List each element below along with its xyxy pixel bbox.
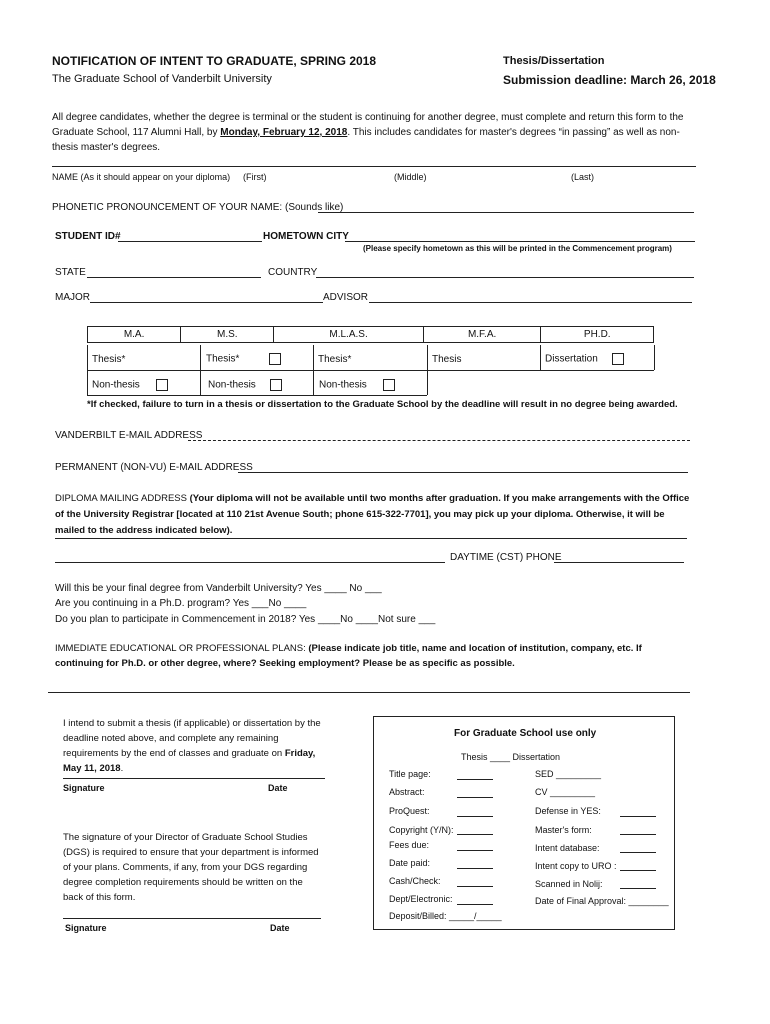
phd-continuing-question[interactable]: Are you continuing in a Ph.D. program? Yes ___No ____ — [55, 598, 307, 609]
table-border — [87, 370, 654, 371]
mlas-nonthesis-label: Non-thesis — [319, 379, 367, 391]
office-blank[interactable] — [620, 852, 656, 853]
intro-text-2: . This includes candidates for master's degrees “in passing” as well as non-thesis master's degrees. — [52, 127, 680, 153]
mlas-thesis-option[interactable] — [318, 354, 351, 365]
country-input[interactable] — [316, 277, 694, 278]
mlas-nonthesis-checkbox[interactable] — [383, 379, 395, 391]
plans-note: (Please indicate job title, name and location of institution, company, etc. If continuing for Ph.D. or other degree, where? Seeking employment? Please be as specific as possible. — [55, 643, 642, 669]
vu-email-input[interactable] — [188, 440, 690, 441]
ma-thesis-option[interactable] — [92, 354, 125, 365]
degree-warning-note: *If checked, failure to turn in a thesis or dissertation to the Graduate School by the deadline will result in no degree being awarded. — [87, 399, 678, 410]
office-field-title-page: Title page: — [389, 769, 431, 779]
form-subtitle: The Graduate School of Vanderbilt University — [52, 73, 272, 85]
submission-deadline: Submission deadline: March 26, 2018 — [503, 73, 716, 87]
ma-nonthesis-checkbox[interactable] — [156, 379, 168, 391]
phd-dissertation-label: Dissertation — [545, 353, 598, 365]
intent-statement — [63, 716, 328, 776]
office-field-defense: Defense in YES: — [535, 806, 601, 816]
office-field-dept-electronic: Dept/Electronic: — [389, 894, 453, 904]
dgs-statement: The signature of your Director of Graduate School Studies (DGS) is required to ensure that your department is informed of your plans. Comments, if any, from your DGS regarding degree completion requirements should be written on the back of this form. — [63, 832, 319, 903]
plans-input-line[interactable] — [48, 692, 690, 693]
office-field-masters-form: Master's form: — [535, 825, 592, 835]
mfa-thesis-option[interactable] — [432, 354, 461, 365]
mailing-address-paragraph — [55, 491, 690, 539]
advisor-label: ADVISOR — [323, 292, 369, 303]
dgs-signature-label: Signature — [65, 923, 107, 933]
ms-thesis-checkbox[interactable] — [269, 353, 281, 365]
dgs-signature-line[interactable] — [63, 918, 321, 919]
table-border — [87, 395, 427, 396]
phonetic-input[interactable] — [318, 212, 694, 213]
office-blank[interactable] — [457, 797, 493, 798]
country-label: COUNTRY — [268, 267, 318, 278]
vu-email-label: VANDERBILT E-MAIL ADDRESS — [55, 430, 203, 441]
phone-input[interactable] — [554, 562, 684, 563]
phd-dissertation-checkbox[interactable] — [612, 353, 624, 365]
office-blank[interactable] — [457, 868, 493, 869]
ms-nonthesis-checkbox[interactable] — [270, 379, 282, 391]
office-blank[interactable] — [457, 779, 493, 780]
mlas-thesis-label: Thesis* — [318, 354, 352, 365]
mailing-address-note: (Your diploma will not be available until two months after graduation. If you make arrangements with the Office of the University Registrar [located at 110 21st Avenue South; phone 615-322-7701], you may pick up your diploma. Otherwise, it will be mailed to the address indicated below). — [55, 493, 690, 536]
degree-table — [87, 326, 654, 343]
plans-label: IMMEDIATE EDUCATIONAL OR PROFESSIONAL PLANS: — [55, 643, 306, 654]
ma-nonthesis-option[interactable] — [92, 379, 168, 391]
office-field-copyright: Copyright (Y/N): — [389, 825, 454, 835]
office-field-cv: CV _________ — [535, 787, 596, 797]
mailing-address-line-2[interactable] — [55, 562, 445, 563]
office-blank[interactable] — [457, 886, 493, 887]
advisor-input[interactable] — [369, 302, 692, 303]
final-degree-question[interactable]: Will this be your final degree from Vanderbilt University? Yes ____ No ___ — [55, 583, 382, 594]
ms-thesis-label: Thesis* — [206, 353, 240, 365]
hometown-note: (Please specify hometown as this will be printed in the Commencement program) — [363, 244, 672, 253]
degree-header: M.L.A.S. — [274, 327, 423, 343]
office-field-intent-copy: Intent copy to URO : — [535, 861, 617, 871]
phd-dissertation-option[interactable] — [545, 353, 624, 365]
intent-graduation-date: Friday, May 11, 2018 — [63, 748, 316, 774]
dgs-date-label: Date — [270, 923, 290, 933]
office-field-sed: SED _________ — [535, 769, 602, 779]
degree-header: M.A. — [88, 327, 181, 343]
student-id-label: STUDENT ID# — [55, 231, 121, 242]
permanent-email-label: PERMANENT (NON-VU) E-MAIL ADDRESS — [55, 462, 253, 473]
ms-nonthesis-label: Non-thesis — [208, 379, 256, 391]
state-label: STATE — [55, 267, 86, 278]
middle-name-label: (Middle) — [394, 172, 427, 182]
name-input-line[interactable] — [52, 166, 696, 167]
mailing-address-label: DIPLOMA MAILING ADDRESS — [55, 493, 187, 504]
office-field-deposit-billed: Deposit/Billed: _____/_____ — [389, 911, 502, 921]
plans-paragraph — [55, 641, 690, 671]
office-blank[interactable] — [620, 834, 656, 835]
office-blank[interactable] — [620, 888, 656, 889]
major-label: MAJOR — [55, 292, 90, 303]
degree-header: PH.D. — [541, 327, 654, 343]
hometown-label: HOMETOWN CITY — [263, 231, 349, 242]
office-field-cash-check: Cash/Check: — [389, 876, 441, 886]
table-border — [654, 345, 655, 370]
phone-label: DAYTIME (CST) PHONE — [450, 552, 562, 563]
ms-nonthesis-option[interactable] — [208, 379, 282, 391]
office-blank[interactable] — [457, 904, 493, 905]
last-name-label: (Last) — [571, 172, 595, 182]
name-label: NAME (As it should appear on your diploma) — [52, 172, 231, 182]
degree-header: M.S. — [181, 327, 274, 343]
office-blank[interactable] — [457, 850, 493, 851]
office-field-scanned: Scanned in Nolij: — [535, 879, 603, 889]
intro-paragraph — [52, 110, 692, 155]
office-field-proquest: ProQuest: — [389, 806, 430, 816]
office-blank[interactable] — [620, 870, 656, 871]
office-blank[interactable] — [457, 834, 493, 835]
intent-text: I intend to submit a thesis (if applicable) or dissertation by the deadline noted above, and complete any remaining requirements by the end of classes and graduate on — [63, 718, 321, 759]
intent-text-end: . — [120, 763, 124, 774]
office-field-date-paid: Date paid: — [389, 858, 431, 868]
ma-nonthesis-label: Non-thesis — [92, 379, 140, 391]
intro-deadline-date: Monday, February 12, 2018 — [220, 127, 348, 138]
office-blank[interactable] — [620, 816, 656, 817]
thesis-dissertation-heading: Thesis/Dissertation — [503, 55, 605, 67]
student-id-input[interactable] — [118, 241, 262, 242]
first-name-label: (First) — [243, 172, 267, 182]
table-border — [540, 345, 541, 370]
office-blank[interactable] — [457, 816, 493, 817]
permanent-email-input[interactable] — [238, 472, 688, 473]
office-use-title: For Graduate School use only — [454, 728, 597, 739]
student-signature-label: Signature — [63, 783, 105, 793]
mfa-thesis-label: Thesis — [432, 354, 462, 365]
hometown-input[interactable] — [345, 241, 695, 242]
office-field-fees-due: Fees due: — [389, 840, 430, 850]
major-input[interactable] — [90, 302, 323, 303]
student-signature-line[interactable] — [63, 778, 325, 779]
ma-thesis-label: Thesis* — [92, 354, 126, 365]
mailing-address-line-1[interactable] — [55, 538, 687, 539]
office-field-intent-database: Intent database: — [535, 843, 600, 853]
state-input[interactable] — [87, 277, 261, 278]
commencement-question[interactable]: Do you plan to participate in Commencement in 2018? Yes ____No ____Not sure ___ — [55, 614, 436, 625]
office-field-final-approval: Date of Final Approval: ________ — [535, 896, 669, 906]
mlas-nonthesis-option[interactable] — [319, 379, 395, 391]
phonetic-label: PHONETIC PRONOUNCEMENT OF YOUR NAME: (Sounds like) — [52, 202, 344, 213]
intro-text-1: All degree candidates, whether the degree is terminal or the student is continuing for another degree, must complete and return this form to the Graduate School, 117 Alumni Hall, by — [52, 112, 684, 138]
ms-thesis-option[interactable] — [206, 353, 281, 365]
degree-header: M.F.A. — [423, 327, 541, 343]
thesis-dissertation-field[interactable]: Thesis ____ Dissertation — [461, 752, 561, 762]
student-date-label: Date — [268, 783, 288, 793]
form-title: NOTIFICATION OF INTENT TO GRADUATE, SPRING 2018 — [52, 54, 377, 68]
office-field-abstract: Abstract: — [389, 787, 425, 797]
